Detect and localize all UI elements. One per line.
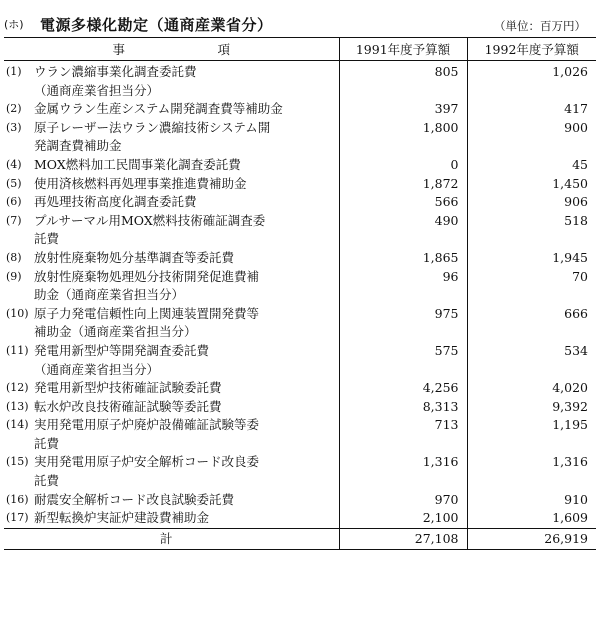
table-body xyxy=(4,61,596,529)
item-number: (6) xyxy=(6,195,22,209)
item-cell xyxy=(4,453,339,490)
item-label xyxy=(34,491,339,510)
table-row xyxy=(4,416,596,453)
item-label-line: 助金（通商産業省担当分） xyxy=(34,287,185,303)
item-cell xyxy=(4,268,339,305)
item-label-line: （通商産業省担当分） xyxy=(34,82,160,98)
value-1992: 1,316 xyxy=(467,453,596,490)
item-label-line: ウラン濃縮事業化調査委託費 xyxy=(34,64,197,79)
item-label xyxy=(34,119,339,156)
item-label-line: 実用発電用原子炉廃炉設備確証試験等委 xyxy=(34,417,260,433)
item-label-line: 転水炉改良技術確証試験等委託費 xyxy=(34,398,222,414)
item-cell xyxy=(4,379,339,398)
value-1991: 970 xyxy=(339,491,467,510)
table-row xyxy=(4,268,596,305)
table-row xyxy=(4,156,596,175)
item-label xyxy=(34,100,339,119)
value-1991: 1,865 xyxy=(339,249,467,268)
value-1992: 906 xyxy=(467,193,596,212)
column-header-1992: 1992年度予算額 xyxy=(467,38,596,61)
item-cell xyxy=(4,61,339,101)
value-1992: 910 xyxy=(467,491,596,510)
value-1992: 9,392 xyxy=(467,398,596,417)
total-label: 計 xyxy=(4,528,339,549)
item-cell xyxy=(4,416,339,453)
value-1992: 900 xyxy=(467,119,596,156)
item-label-line: 実用発電用原子炉安全解析コード改良委 xyxy=(34,454,260,470)
item-cell xyxy=(4,212,339,249)
item-label-line: 耐震安全解析コード改良試験委託費 xyxy=(34,491,235,507)
column-header-item: 事 項 xyxy=(4,38,339,61)
table-title: 電源多様化勘定（通商産業省分） xyxy=(40,16,273,34)
item-label xyxy=(34,63,339,100)
value-1992: 4,020 xyxy=(467,379,596,398)
table-row xyxy=(4,398,596,417)
item-label xyxy=(34,509,339,528)
item-label-line: 金属ウラン生産システム開発調査費等補助金 xyxy=(34,101,283,117)
section-marker: (ホ) xyxy=(4,18,24,31)
value-1991: 4,256 xyxy=(339,379,467,398)
item-label-line: 補助金（通商産業省担当分） xyxy=(34,324,197,340)
item-number: (4) xyxy=(6,157,22,171)
item-label-line: 託費 xyxy=(34,231,60,247)
value-1991: 8,313 xyxy=(339,398,467,417)
item-label-line: 原子力発電信頼性向上関連装置開発費等 xyxy=(34,305,260,321)
table-row xyxy=(4,249,596,268)
table-row xyxy=(4,491,596,510)
value-1991: 96 xyxy=(339,268,467,305)
item-label xyxy=(34,305,339,342)
item-cell xyxy=(4,305,339,342)
item-number: (8) xyxy=(6,250,22,264)
item-label xyxy=(34,416,339,453)
item-cell xyxy=(4,156,339,175)
item-cell xyxy=(4,491,339,510)
item-label-line: 放射性廃棄物処理処分技術開発促進費補 xyxy=(34,268,260,284)
value-1992: 1,609 xyxy=(467,509,596,528)
table-row xyxy=(4,175,596,194)
item-label xyxy=(34,212,339,249)
table-row xyxy=(4,61,596,101)
item-label-line: （通商産業省担当分） xyxy=(34,361,160,377)
table-row xyxy=(4,193,596,212)
item-number: (12) xyxy=(6,381,29,395)
value-1991: 805 xyxy=(339,61,467,101)
item-number: (2) xyxy=(6,102,22,116)
item-label xyxy=(34,249,339,268)
item-cell xyxy=(4,398,339,417)
item-label xyxy=(34,193,339,212)
item-label xyxy=(34,342,339,379)
item-cell xyxy=(4,249,339,268)
value-1991: 1,800 xyxy=(339,119,467,156)
table-header-row xyxy=(4,38,596,61)
item-label-line: 託費 xyxy=(34,473,60,489)
item-label-line: 原子レーザー法ウラン濃縮技術システム開 xyxy=(34,119,271,135)
item-number: (14) xyxy=(6,418,29,432)
item-label xyxy=(34,156,339,175)
item-label-line: 発調査費補助金 xyxy=(34,138,122,154)
value-1992: 70 xyxy=(467,268,596,305)
item-number: (13) xyxy=(6,399,29,413)
item-label-line: 発電用新型炉技術確証試験委託費 xyxy=(34,380,222,396)
item-number: (10) xyxy=(6,306,29,320)
value-1992: 1,450 xyxy=(467,175,596,194)
table-row xyxy=(4,379,596,398)
item-label xyxy=(34,398,339,417)
value-1992: 45 xyxy=(467,156,596,175)
table-row xyxy=(4,453,596,490)
item-label-line: 発電用新型炉等開発調査委託費 xyxy=(34,342,210,358)
value-1991: 2,100 xyxy=(339,509,467,528)
total-1991: 27,108 xyxy=(339,528,467,549)
table-row xyxy=(4,100,596,119)
value-1992: 1,026 xyxy=(467,61,596,101)
item-number: (5) xyxy=(6,176,22,190)
item-cell xyxy=(4,193,339,212)
value-1992: 518 xyxy=(467,212,596,249)
total-1992: 26,919 xyxy=(467,528,596,549)
budget-table xyxy=(4,37,596,550)
table-row xyxy=(4,342,596,379)
value-1992: 1,945 xyxy=(467,249,596,268)
value-1991: 397 xyxy=(339,100,467,119)
unit-note: （単位：百万円） xyxy=(494,19,586,33)
item-number: (3) xyxy=(6,120,22,134)
value-1992: 417 xyxy=(467,100,596,119)
table-title-bar xyxy=(0,14,600,36)
item-label xyxy=(34,453,339,490)
item-number: (11) xyxy=(6,343,29,357)
item-number: (1) xyxy=(6,65,22,78)
column-header-1991: 1991年度予算額 xyxy=(339,38,467,61)
value-1992: 1,195 xyxy=(467,416,596,453)
item-number: (16) xyxy=(6,492,29,506)
item-label-line: 再処理技術高度化調査委託費 xyxy=(34,194,197,210)
table-row xyxy=(4,509,596,528)
value-1992: 534 xyxy=(467,342,596,379)
value-1992: 666 xyxy=(467,305,596,342)
table-row xyxy=(4,119,596,156)
item-number: (15) xyxy=(6,455,29,469)
item-number: (7) xyxy=(6,213,22,227)
value-1991: 975 xyxy=(339,305,467,342)
item-number: (17) xyxy=(6,511,29,525)
value-1991: 490 xyxy=(339,212,467,249)
table-row xyxy=(4,212,596,249)
item-label xyxy=(34,379,339,398)
item-cell xyxy=(4,100,339,119)
item-label-line: 新型転換炉実証炉建設費補助金 xyxy=(34,510,210,526)
item-label-line: MOX燃料加工民間事業化調査委託費 xyxy=(34,156,241,172)
value-1991: 1,872 xyxy=(339,175,467,194)
item-cell xyxy=(4,175,339,194)
item-number: (9) xyxy=(6,269,22,283)
item-label xyxy=(34,268,339,305)
item-cell xyxy=(4,342,339,379)
item-label-line: 託費 xyxy=(34,435,60,451)
value-1991: 1,316 xyxy=(339,453,467,490)
item-cell xyxy=(4,119,339,156)
value-1991: 575 xyxy=(339,342,467,379)
value-1991: 0 xyxy=(339,156,467,175)
item-label-line: 放射性廃棄物処分基準調査等委託費 xyxy=(34,249,235,265)
item-label-line: 使用済核燃料再処理事業推進費補助金 xyxy=(34,175,247,191)
item-label xyxy=(34,175,339,194)
item-label-line: プルサーマル用MOX燃料技術確証調査委 xyxy=(34,212,266,228)
item-cell xyxy=(4,509,339,528)
total-row xyxy=(4,528,596,549)
value-1991: 566 xyxy=(339,193,467,212)
table-row xyxy=(4,305,596,342)
value-1991: 713 xyxy=(339,416,467,453)
